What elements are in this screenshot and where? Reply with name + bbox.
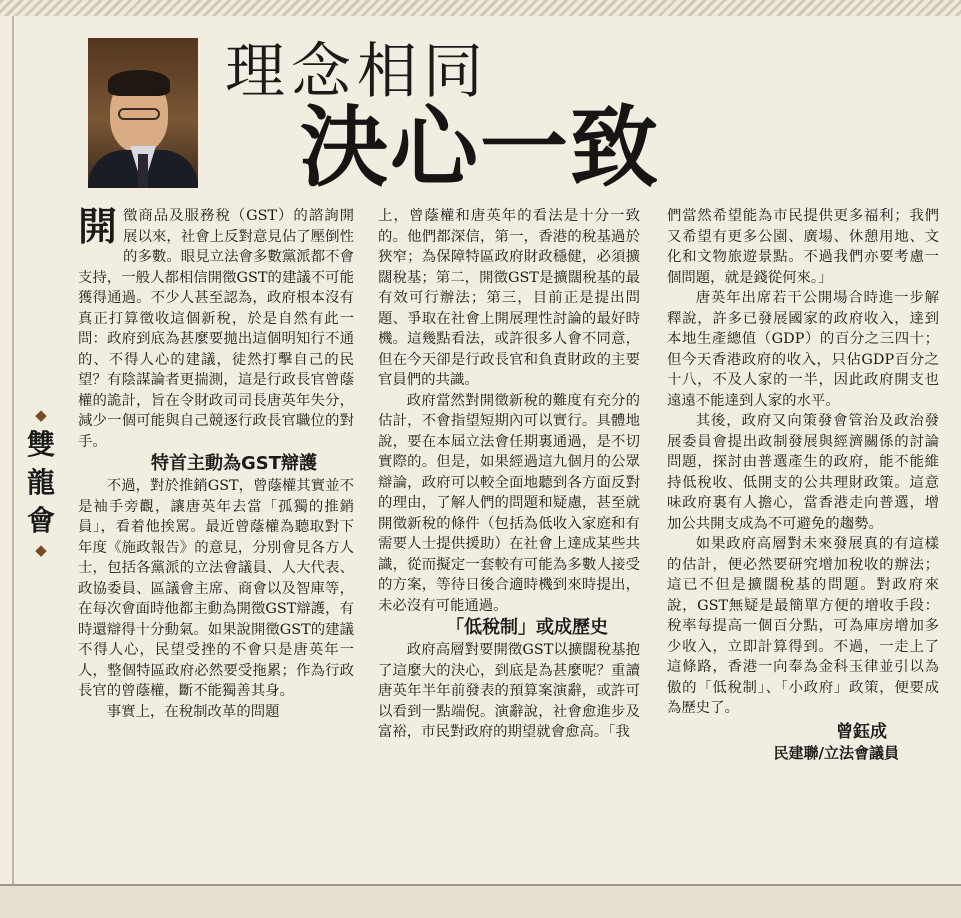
paragraph <box>78 206 354 452</box>
headline-line-2: 決心一致 <box>300 96 661 199</box>
article-column-2 <box>378 206 640 743</box>
paragraph: 事實上，在稅制改革的問題 <box>106 703 280 720</box>
top-decorative-border <box>0 0 961 16</box>
author-hair <box>108 70 170 96</box>
column-section-label <box>20 405 62 561</box>
author-role: 民建聯/立法會議員 <box>773 743 899 762</box>
bottom-page-band <box>0 884 961 918</box>
paragraph: 不過，對於推銷GST，曾蔭權其實並不是袖手旁觀，讓唐英年去當「孤獨的推銷員」，看着他挨罵。最近曾蔭權為聽取對下年度《施政報告》的意見，分別會見各方人士，包括各黨派的立法會議員、人大代表、政協委員、區議會主席、商會以及智庫等，在每次會面時他都主動為開徵GST辯護，有時還辯得十分動氣。如果說開徵GST的建議不得人心，民望受挫的不會只是唐英年一人，整個特區政府必然要受拖累；作為行政長官的曾蔭權，斷不能獨善其身。 <box>78 478 354 699</box>
headline-line-1: 理念相同 <box>225 37 489 107</box>
paragraph: 上，曾蔭權和唐英年的看法是十分一致的。他們都深信，第一，香港的稅基過於狹窄；為保障特區政府財政穩健，必須擴闊稅基；第二，開徵GST是擴闊稅基的最有效可行辦法；第三，目前正是提出問題、爭取在社會上開展理性討論的最好時機。這幾點看法，或許很多人會不同意，但在今天卻是行政長官和負責財政的主要官員們的共識。 <box>378 208 640 388</box>
subheading: 「低稅制」或成歷史 <box>446 617 608 638</box>
paragraph: 其後，政府又向策發會管治及政治發展委員會提出政制發展與經濟關係的討論問題，探討由普選產生的政府，能不能維持低稅收、低開支的公共理財政策。這意味政府裏有人擔心，當香港走向普選，增加公共開支成為不可避免的趨勢。 <box>667 413 939 532</box>
diamond-ornament-icon: ◆ <box>35 541 47 559</box>
article-column-3 <box>667 206 939 763</box>
drop-cap: 開 <box>78 205 118 250</box>
author-name: 曾鈺成 <box>836 721 887 742</box>
author-photo <box>88 38 198 188</box>
paragraph-text: 徵商品及服務稅（GST）的諮詢開展以來，社會上反對意見佔了壓倒性的多數。眼見立法會多數黨派都不會支持，一般人都相信開徵GST的建議不可能獲得通過。不少人甚至認為，政府根本沒有真正打算徵收這個新稅，於是自然有此一問：政府到底為甚麼要拋出這個明知行不通的、不得人心的建議，徒然打擊自己的民望？有陰謀論者更揣測，這是行政長官曾蔭權的詭計，旨在令財政司司長唐英年失分，減少一個可能與自己競逐行政長官職位的對手。 <box>78 208 354 450</box>
paragraph: 唐英年出席若干公開場合時進一步解釋說，許多已發展國家的政府收入，達到本地生產總值（GDP）的百分之三四十；但今天香港政府的收入，只佔GDP百分之十八，不及人家的一半，因此政府開支也遠遠不能達到人家的水平。 <box>667 290 939 409</box>
diamond-ornament-icon: ◆ <box>35 406 47 424</box>
section-label-text: 雙龍會 <box>26 428 55 537</box>
byline <box>667 721 939 763</box>
left-margin-rule <box>12 16 14 884</box>
paragraph: 們當然希望能為市民提供更多福利；我們又希望有更多公園、廣場、休憩用地、文化和文物旅遊景點。不過我們亦要考慮一個問題，就是錢從何來。」 <box>667 208 939 286</box>
article-column-1 <box>78 206 354 722</box>
subheading: 特首主動為GST辯護 <box>150 453 318 474</box>
paragraph: 如果政府高層對未來發展真的有這樣的估計，便必然要研究增加稅收的辦法；這已不但是擴闊稅基的問題。對政府來說，GST無疑是最簡單方便的增收手段：稅率每提高一個百分點，可為庫房增加多少收入，立即計算得到。不過，一走上了這條路，香港一向奉為金科玉律並引以為傲的「低稅制」、「小政府」政策，便要成為歷史了。 <box>667 536 939 716</box>
author-tie <box>138 154 148 188</box>
paragraph: 政府高層對要開徵GST以擴闊稅基抱了這麼大的決心，到底是為甚麼呢？重讀唐英年半年前發表的預算案演辭，或許可以看到一點端倪。演辭說，社會愈進步及富裕，市民對政府的期望就會愈高。「我 <box>378 642 640 740</box>
paragraph: 政府當然對開徵新稅的難度有充分的估計，不會指望短期內可以實行。具體地說，要在本屆立法會任期裏通過，是不切實際的。但是，如果經過這九個月的公眾辯論，政府可以較全面地聽到各方面反對的理由，了解人們的問題和疑慮，甚至就開徵新稅的條件（包括為低收入家庭和有需要人士提供援助）在社會上達成某些共識，從而擬定一套較有可能為多數人接受的方案，等待日後合適時機到來時提出，未必沒有可能通過。 <box>378 392 640 614</box>
author-glasses <box>118 108 160 120</box>
